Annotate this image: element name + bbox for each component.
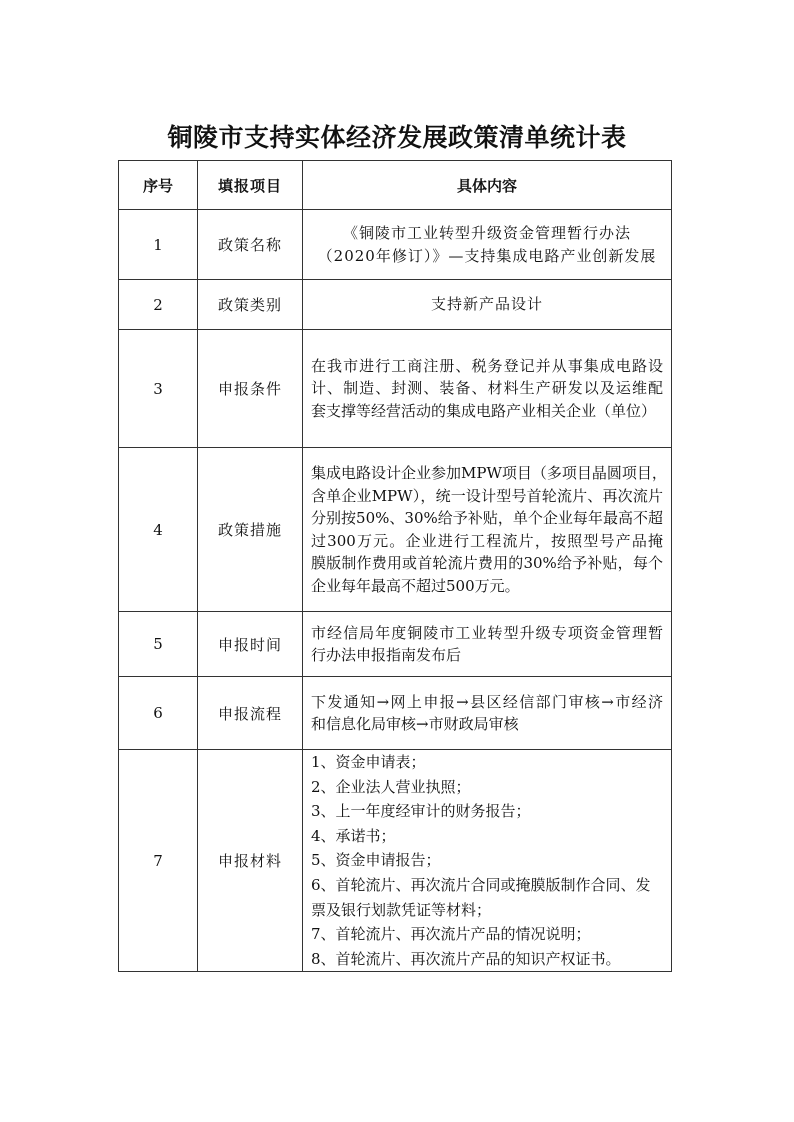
header-index: 序号 bbox=[119, 161, 198, 210]
row-content bbox=[303, 330, 672, 448]
row-index: 7 bbox=[119, 750, 198, 972]
content-line: 含单企业MPW），统一设计型号首轮流片、再次流片 bbox=[311, 486, 663, 505]
row-index: 5 bbox=[119, 612, 198, 677]
document-title: 铜陵市支持实体经济发展政策清单统计表 bbox=[167, 123, 627, 152]
content-line: 企业每年最高不超过500万元。 bbox=[311, 576, 520, 595]
table-row bbox=[119, 448, 672, 612]
row-item: 申报流程 bbox=[198, 677, 303, 750]
row-item: 申报条件 bbox=[198, 330, 303, 448]
row-item: 政策名称 bbox=[198, 210, 303, 280]
content-line: 集成电路设计企业参加MPW项目（多项目晶圆项目， bbox=[311, 464, 667, 482]
content-line: 过300万元。企业进行工程流片，按照型号产品掩 bbox=[311, 531, 663, 550]
content-line: 《铜陵市工业转型升级资金管理暂行办法 bbox=[342, 224, 631, 242]
table-row bbox=[119, 677, 672, 750]
content-line: 3、上一年度经审计的财务报告； bbox=[311, 802, 531, 821]
content-line: 在我市进行工商注册、税务登记并从事集成电路设 bbox=[311, 356, 663, 375]
content-line: 6、首轮流片、再次流片合同或掩膜版制作合同、发 bbox=[311, 875, 651, 894]
content-line: 和信息化局审核→市财政局审核 bbox=[311, 715, 519, 733]
content-line: 分别按50%、30%给予补贴，单个企业每年最高不超 bbox=[311, 509, 663, 527]
row-index: 1 bbox=[119, 210, 198, 280]
content-line: 套支撑等经营活动的集成电路产业相关企业（单位） bbox=[311, 401, 657, 420]
table-row bbox=[119, 280, 672, 330]
row-index: 2 bbox=[119, 280, 198, 330]
content-line: 计、制造、封测、装备、材料生产研发以及运维配 bbox=[311, 379, 663, 398]
table-row bbox=[119, 750, 672, 972]
row-index: 4 bbox=[119, 448, 198, 612]
row-content bbox=[303, 448, 672, 612]
header-item: 填报项目 bbox=[198, 161, 303, 210]
content-line: 支持新产品设计 bbox=[430, 295, 543, 314]
content-line: 票及银行划款凭证等材料； bbox=[311, 900, 492, 919]
row-index: 3 bbox=[119, 330, 198, 448]
row-item: 政策类别 bbox=[198, 280, 303, 330]
table-row bbox=[119, 612, 672, 677]
header-content: 具体内容 bbox=[303, 161, 672, 210]
content-line: 5、资金申请报告； bbox=[311, 851, 441, 870]
row-content bbox=[303, 280, 672, 330]
content-line: 8、首轮流片、再次流片产品的知识产权证书。 bbox=[311, 949, 621, 968]
content-line: 1、资金申请表； bbox=[311, 753, 426, 771]
row-content bbox=[303, 612, 672, 677]
content-line: 市经信局年度铜陵市工业转型升级专项资金管理暂 bbox=[311, 623, 663, 642]
row-item: 申报材料 bbox=[198, 750, 303, 972]
content-line: 7、首轮流片、再次流片产品的情况说明； bbox=[311, 925, 591, 944]
row-content bbox=[303, 677, 672, 750]
policy-table bbox=[118, 160, 672, 972]
table-header-row bbox=[119, 161, 672, 210]
table-row bbox=[119, 210, 672, 280]
content-line: 行办法申报指南发布后 bbox=[311, 646, 462, 664]
row-item: 政策措施 bbox=[198, 448, 303, 612]
content-line: 下发通知→网上申报→县区经信部门审核→市经济 bbox=[311, 692, 663, 711]
row-content bbox=[303, 210, 672, 280]
table-row bbox=[119, 330, 672, 448]
row-index: 6 bbox=[119, 677, 198, 750]
content-line: 2、企业法人营业执照； bbox=[311, 777, 471, 796]
row-item: 申报时间 bbox=[198, 612, 303, 677]
content-line: 膜版制作费用或首轮流片费用的30%给予补贴，每个 bbox=[311, 554, 663, 572]
content-line: （2020年修订）》—支持集成电路产业创新发展 bbox=[317, 246, 657, 265]
content-line: 4、承诺书； bbox=[311, 826, 396, 845]
row-content bbox=[303, 750, 672, 972]
